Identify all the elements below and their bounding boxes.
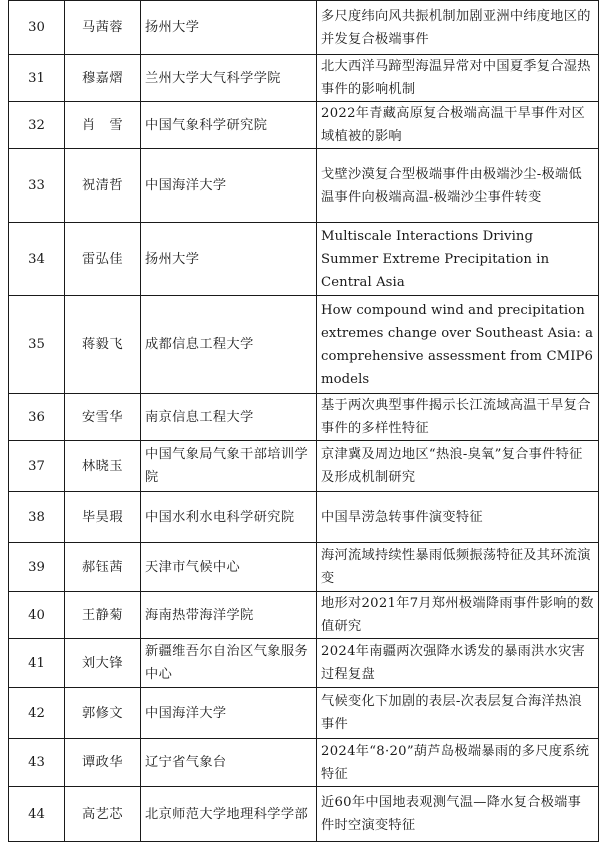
institution-name: 中国气象科学研究院 bbox=[141, 102, 317, 149]
institution-name: 中国水利水电科学研究院 bbox=[141, 492, 317, 543]
report-title: 2024年“8·20”葫芦岛极端暴雨的多尺度系统特征 bbox=[317, 739, 599, 787]
institution-name: 扬州大学 bbox=[141, 223, 317, 296]
presenter-name: 肖 雪 bbox=[65, 102, 141, 149]
row-number: 31 bbox=[9, 55, 65, 102]
institution-name: 新疆维吾尔自治区气象服务中心 bbox=[141, 639, 317, 688]
report-title: 中国旱涝急转事件演变特征 bbox=[317, 492, 599, 543]
row-number: 32 bbox=[9, 102, 65, 149]
institution-name: 中国海洋大学 bbox=[141, 149, 317, 223]
institution-name: 海南热带海洋学院 bbox=[141, 592, 317, 639]
report-title: 2022年青藏高原复合极端高温干旱事件对区域植被的影响 bbox=[317, 102, 599, 149]
participant-table-body bbox=[9, 1, 599, 842]
table-row bbox=[9, 787, 599, 842]
table-row bbox=[9, 149, 599, 223]
presenter-name: 雷弘佳 bbox=[65, 223, 141, 296]
presenter-name: 穆嘉熠 bbox=[65, 55, 141, 102]
row-number: 39 bbox=[9, 543, 65, 592]
table-row bbox=[9, 492, 599, 543]
presenter-name: 毕昊瑕 bbox=[65, 492, 141, 543]
report-title: 地形对2021年7月郑州极端降雨事件影响的数值研究 bbox=[317, 592, 599, 639]
table-row bbox=[9, 592, 599, 639]
row-number: 37 bbox=[9, 441, 65, 492]
institution-name: 天津市气候中心 bbox=[141, 543, 317, 592]
presenter-name: 郭修文 bbox=[65, 688, 141, 739]
table-row bbox=[9, 1, 599, 55]
participant-table bbox=[8, 0, 599, 842]
report-title: 北大西洋马蹄型海温异常对中国夏季复合湿热事件的影响机制 bbox=[317, 55, 599, 102]
row-number: 40 bbox=[9, 592, 65, 639]
table-row bbox=[9, 739, 599, 787]
table-row bbox=[9, 441, 599, 492]
presenter-name: 高艺芯 bbox=[65, 787, 141, 842]
institution-name: 扬州大学 bbox=[141, 1, 317, 55]
report-title: 多尺度纬向风共振机制加剧亚洲中纬度地区的并发复合极端事件 bbox=[317, 1, 599, 55]
report-title: 2024年南疆两次强降水诱发的暴雨洪水灾害过程复盘 bbox=[317, 639, 599, 688]
table-row bbox=[9, 639, 599, 688]
table-row bbox=[9, 394, 599, 441]
row-number: 33 bbox=[9, 149, 65, 223]
row-number: 43 bbox=[9, 739, 65, 787]
report-title: Multiscale Interactions Driving Summer Extreme Precipitation in Central Asia bbox=[317, 223, 599, 296]
row-number: 35 bbox=[9, 296, 65, 394]
table-row bbox=[9, 296, 599, 394]
presenter-name: 郝钰茜 bbox=[65, 543, 141, 592]
report-title: 京津冀及周边地区“热浪-臭氧”复合事件特征及形成机制研究 bbox=[317, 441, 599, 492]
report-title: How compound wind and precipitation extremes change over Southeast Asia: a comprehensive assessment from CMIP6 models bbox=[317, 296, 599, 394]
presenter-name: 安雪华 bbox=[65, 394, 141, 441]
institution-name: 中国气象局气象干部培训学院 bbox=[141, 441, 317, 492]
row-number: 44 bbox=[9, 787, 65, 842]
row-number: 41 bbox=[9, 639, 65, 688]
presenter-name: 蒋毅飞 bbox=[65, 296, 141, 394]
table-row bbox=[9, 223, 599, 296]
institution-name: 兰州大学大气科学学院 bbox=[141, 55, 317, 102]
row-number: 30 bbox=[9, 1, 65, 55]
report-title: 近60年中国地表观测气温—降水复合极端事件时空演变特征 bbox=[317, 787, 599, 842]
presenter-name: 谭政华 bbox=[65, 739, 141, 787]
presenter-name: 刘大锋 bbox=[65, 639, 141, 688]
presenter-name: 王静菊 bbox=[65, 592, 141, 639]
institution-name: 北京师范大学地理科学学部 bbox=[141, 787, 317, 842]
table-row bbox=[9, 102, 599, 149]
institution-name: 中国海洋大学 bbox=[141, 688, 317, 739]
report-title: 海河流域持续性暴雨低频振荡特征及其环流演变 bbox=[317, 543, 599, 592]
table-row bbox=[9, 688, 599, 739]
row-number: 38 bbox=[9, 492, 65, 543]
row-number: 34 bbox=[9, 223, 65, 296]
report-title: 基于两次典型事件揭示长江流域高温干旱复合事件的多样性特征 bbox=[317, 394, 599, 441]
table-row bbox=[9, 55, 599, 102]
report-title: 戈壁沙漠复合型极端事件由极端沙尘-极端低温事件向极端高温-极端沙尘事件转变 bbox=[317, 149, 599, 223]
institution-name: 南京信息工程大学 bbox=[141, 394, 317, 441]
presenter-name: 祝清哲 bbox=[65, 149, 141, 223]
institution-name: 辽宁省气象台 bbox=[141, 739, 317, 787]
presenter-name: 马茜蓉 bbox=[65, 1, 141, 55]
row-number: 36 bbox=[9, 394, 65, 441]
row-number: 42 bbox=[9, 688, 65, 739]
presenter-name: 林晓玉 bbox=[65, 441, 141, 492]
table-row bbox=[9, 543, 599, 592]
institution-name: 成都信息工程大学 bbox=[141, 296, 317, 394]
report-title: 气候变化下加剧的表层-次表层复合海洋热浪事件 bbox=[317, 688, 599, 739]
